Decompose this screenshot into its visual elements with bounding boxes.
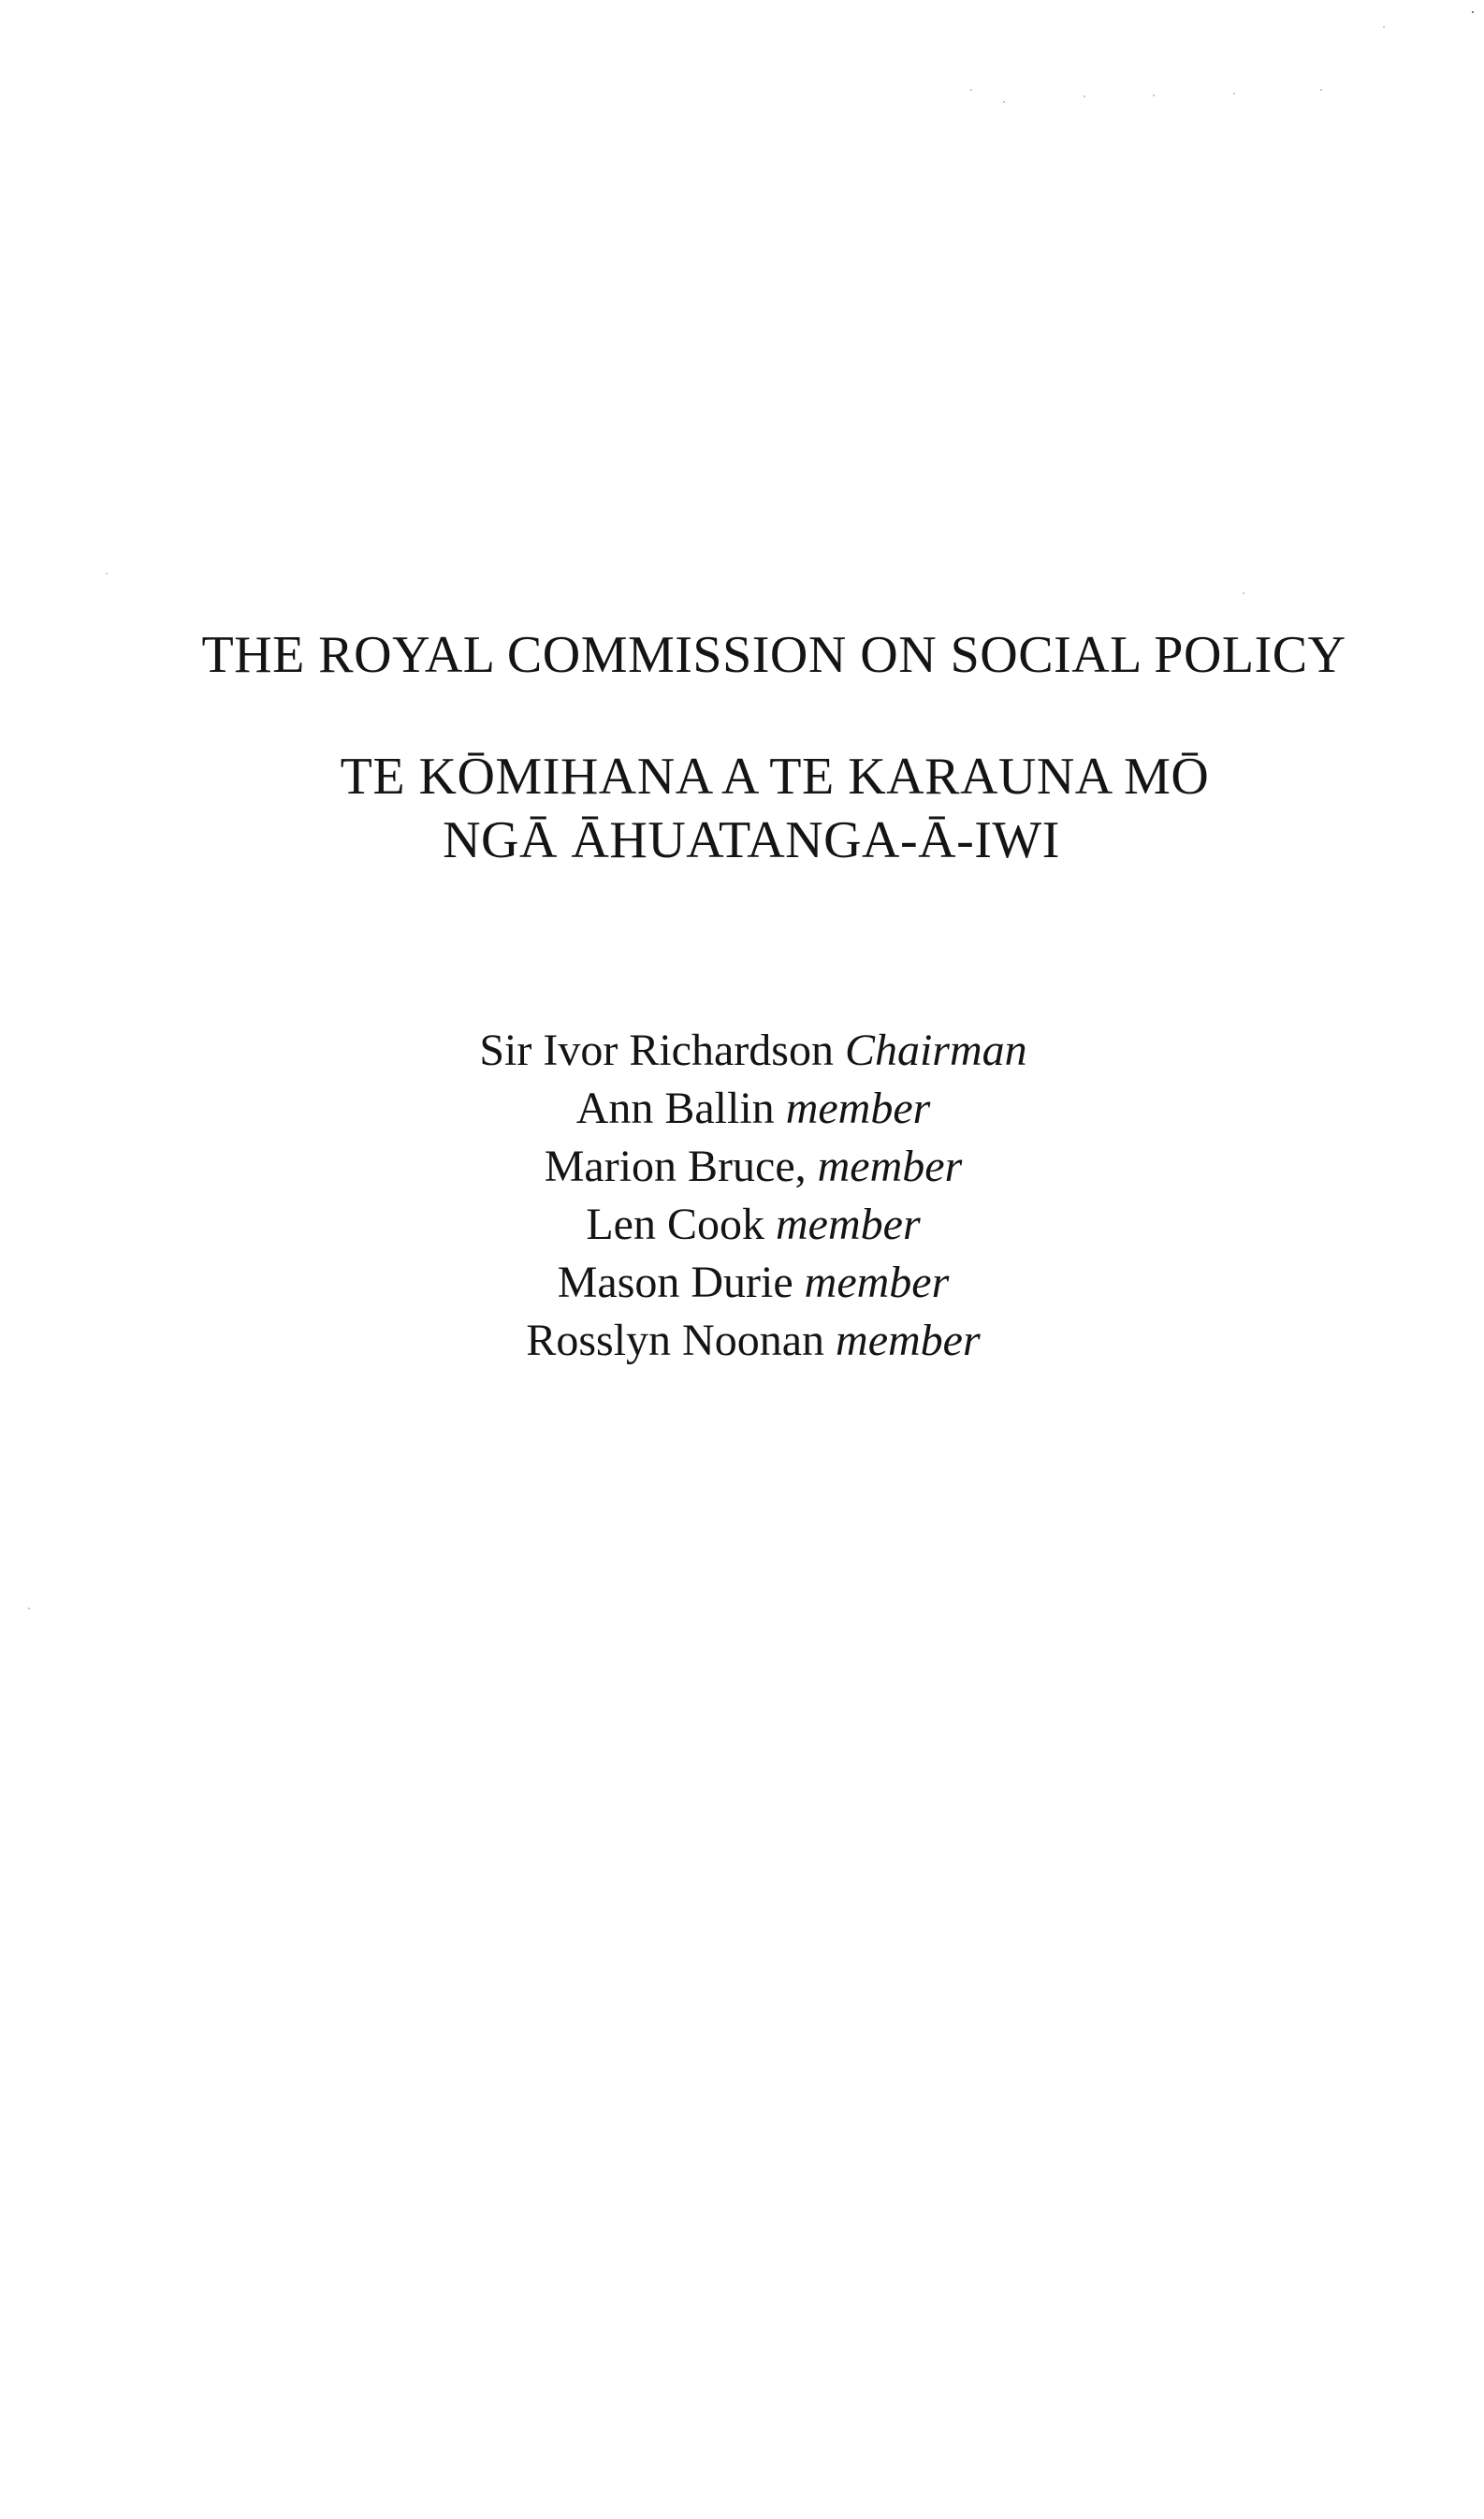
- scan-speck: [970, 89, 972, 91]
- member-name: Sir Ivor Richardson: [479, 1026, 834, 1075]
- member-role: member: [776, 1200, 921, 1249]
- scan-speck: [28, 1608, 30, 1609]
- member-entry: [0, 1254, 1484, 1312]
- commission-title-maori-line-2: NGĀ ĀHUATANGA-Ā-IWI: [443, 811, 1060, 869]
- member-name: Len Cook: [586, 1200, 764, 1249]
- member-name: Ann Ballin: [575, 1084, 775, 1133]
- member-entry: [0, 1080, 1484, 1138]
- member-name: Mason Durie: [557, 1258, 793, 1307]
- scan-speck: [1003, 101, 1005, 103]
- member-role: member: [817, 1142, 963, 1191]
- scan-speck: [1153, 95, 1155, 96]
- scan-speck: [106, 573, 108, 575]
- member-entry: [0, 1138, 1484, 1196]
- member-name: Rosslyn Noonan: [526, 1316, 825, 1365]
- scan-speck: [1233, 93, 1235, 95]
- member-entry: [0, 1196, 1484, 1254]
- member-role: Chairman: [844, 1026, 1027, 1075]
- commission-title-english: THE ROYAL COMMISSION ON SOCIAL POLICY: [201, 626, 1346, 684]
- member-entry: [0, 1022, 1484, 1080]
- member-role: member: [836, 1316, 981, 1365]
- member-role: member: [785, 1084, 931, 1133]
- scan-speck: [1243, 592, 1244, 594]
- scan-speck: [1472, 11, 1474, 13]
- member-name: Marion Bruce,: [544, 1142, 807, 1191]
- scan-speck: [1084, 95, 1085, 97]
- member-role: member: [804, 1258, 950, 1307]
- commission-title-maori-line-1: TE KŌMIHANA A TE KARAUNA MŌ: [340, 748, 1210, 806]
- member-entry: [0, 1312, 1484, 1370]
- scan-speck: [1320, 89, 1322, 91]
- scan-speck: [1383, 26, 1385, 28]
- member-list: [0, 1022, 1484, 1370]
